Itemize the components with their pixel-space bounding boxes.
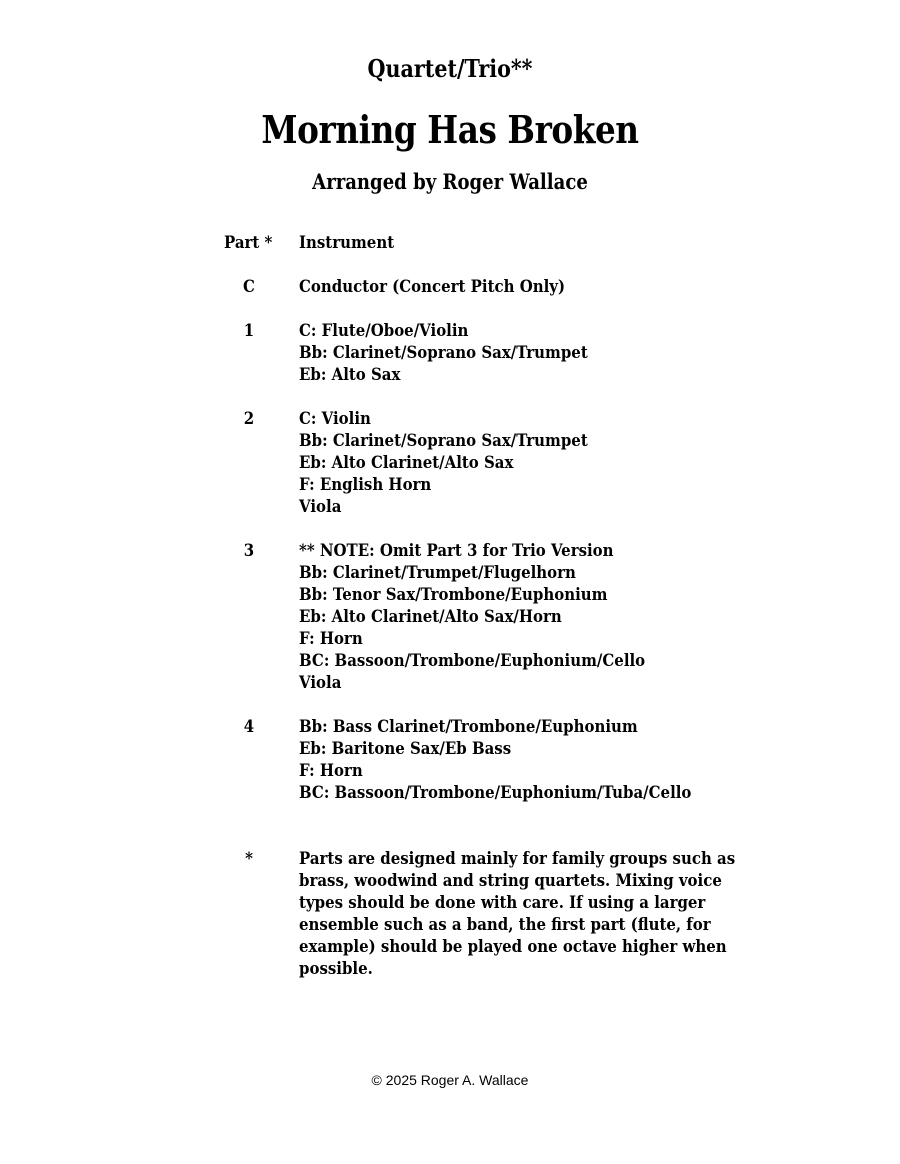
instrument-line: F: English Horn xyxy=(299,475,432,495)
part-column-header: Part * xyxy=(224,233,273,253)
arranger-credit: Arranged by Roger Wallace xyxy=(312,169,588,194)
footnote-line: Parts are designed mainly for family groups such as xyxy=(299,849,736,869)
instrument-line: C: Flute/Oboe/Violin xyxy=(299,321,469,341)
copyright-notice: © 2025 Roger A. Wallace xyxy=(371,1072,529,1088)
instrument-line: Bb: Tenor Sax/Trombone/Euphonium xyxy=(299,585,608,605)
ensemble-subtitle: Quartet/Trio** xyxy=(367,54,533,83)
instrument-line: BC: Bassoon/Trombone/Euphonium/Cello xyxy=(299,651,646,671)
instrument-line: Bb: Bass Clarinet/Trombone/Euphonium xyxy=(299,717,638,737)
footnote-line: brass, woodwind and string quartets. Mixing voice xyxy=(299,871,722,891)
part-label: 2 xyxy=(243,409,255,429)
instrument-line: BC: Bassoon/Trombone/Euphonium/Tuba/Cello xyxy=(299,783,692,803)
instrument-column-header: Instrument xyxy=(299,233,395,253)
instrument-list xyxy=(299,540,645,694)
footnote-line: possible. xyxy=(299,959,373,979)
part-label: 3 xyxy=(243,541,255,561)
instrument-line: F: Horn xyxy=(299,761,363,781)
instrument-line: Eb: Alto Sax xyxy=(299,365,401,385)
instrument-line: Conductor (Concert Pitch Only) xyxy=(299,277,566,297)
instrument-line: Bb: Clarinet/Soprano Sax/Trumpet xyxy=(299,431,588,451)
instrument-list xyxy=(299,408,588,518)
instrument-line: Viola xyxy=(299,673,342,693)
instrument-line: Bb: Clarinet/Soprano Sax/Trumpet xyxy=(299,343,588,363)
part-label: 4 xyxy=(243,717,255,737)
instrument-list xyxy=(299,276,565,298)
part-label: 1 xyxy=(243,321,255,341)
footnote-line: ensemble such as a band, the first part (flute, for xyxy=(299,915,711,935)
instrument-line: Eb: Baritone Sax/Eb Bass xyxy=(299,739,512,759)
instrument-list xyxy=(299,716,691,804)
page-title: Morning Has Broken xyxy=(261,107,639,152)
footnote-line: example) should be played one octave higher when xyxy=(299,937,727,957)
instrument-line: ** NOTE: Omit Part 3 for Trio Version xyxy=(299,541,614,561)
instrument-list xyxy=(299,320,588,386)
footnote-line: types should be done with care. If using a larger xyxy=(299,893,706,913)
instrument-line: F: Horn xyxy=(299,629,363,649)
instrument-line: Viola xyxy=(299,497,342,517)
footnote-marker: * xyxy=(245,849,253,869)
instrument-line: Bb: Clarinet/Trumpet/Flugelhorn xyxy=(299,563,576,583)
part-label: C xyxy=(243,277,255,297)
instrument-line: C: Violin xyxy=(299,409,371,429)
footnote-text xyxy=(299,848,736,980)
instrument-line: Eb: Alto Clarinet/Alto Sax/Horn xyxy=(299,607,562,627)
instrument-line: Eb: Alto Clarinet/Alto Sax xyxy=(299,453,514,473)
